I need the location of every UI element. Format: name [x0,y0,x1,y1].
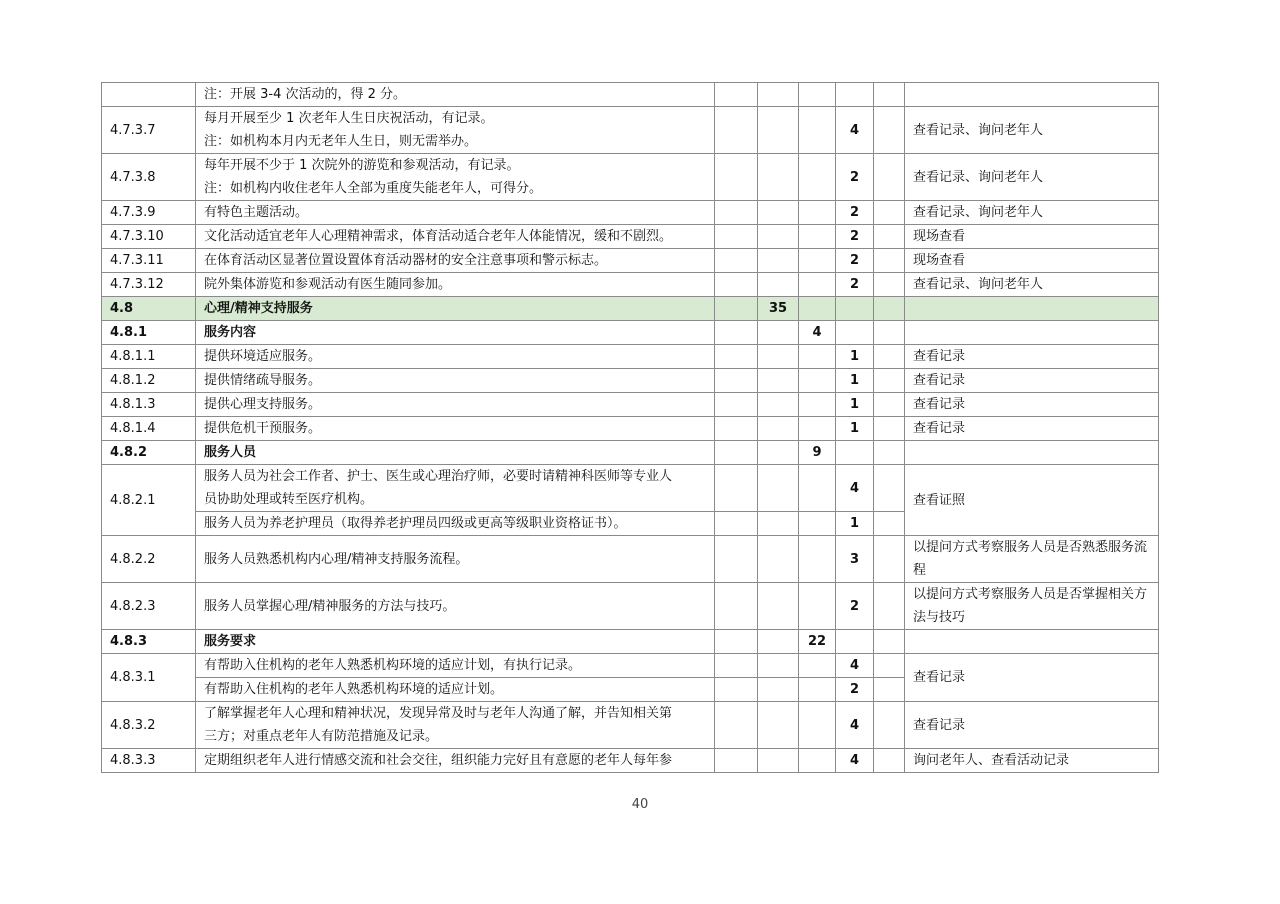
subsection-score: 4 [799,321,836,345]
item-description: 提供环境适应服务。 [196,345,715,369]
table-row [102,345,1159,369]
item-id: 4.8.3.1 [102,654,196,702]
item-id: 4.8.2.2 [102,536,196,583]
item-id: 4.8.1.2 [102,369,196,393]
table-row [102,273,1159,297]
item-id: 4.8.3.3 [102,749,196,773]
item-description: 服务人员为社会工作者、护士、医生或心理治疗师，必要时请精神科医师等专业人 员协助处理或转至医疗机构。 [196,465,715,512]
table-row [102,417,1159,441]
item-description: 每年开展不少于 1 次院外的游览和参观活动，有记录。 注：如机构内收住老年人全部为重度失能老年人，可得分。 [196,154,715,201]
table-row [102,583,1159,630]
item-description: 有帮助入住机构的老年人熟悉机构环境的适应计划。 [196,678,715,702]
item-score: 3 [836,536,874,583]
review-method: 查看记录、询问老年人 [905,107,1159,154]
review-method: 查看记录、询问老年人 [905,154,1159,201]
item-id: 4.8.2.3 [102,583,196,630]
table-row [102,154,1159,201]
subsection-id: 4.8.3 [102,630,196,654]
table-row [102,465,1159,512]
table-row [102,749,1159,773]
review-method: 查看记录 [905,417,1159,441]
table-row [102,536,1159,583]
review-method: 查看记录 [905,369,1159,393]
table-row [102,83,1159,107]
item-id: 4.8.2.1 [102,465,196,536]
item-score: 1 [836,345,874,369]
review-method [905,83,1159,107]
item-score: 2 [836,201,874,225]
item-score: 1 [836,512,874,536]
table-row [102,702,1159,749]
item-description: 注：开展 3-4 次活动的，得 2 分。 [196,83,715,107]
table-row [102,249,1159,273]
item-description: 提供心理支持服务。 [196,393,715,417]
review-method: 查看证照 [905,465,1159,536]
subsection-title: 服务要求 [196,630,715,654]
item-score: 4 [836,702,874,749]
subsection-row [102,321,1159,345]
item-description: 院外集体游览和参观活动有医生随同参加。 [196,273,715,297]
item-score: 4 [836,107,874,154]
item-id: 4.8.1.1 [102,345,196,369]
section-id: 4.8 [102,297,196,321]
review-method: 查看记录 [905,345,1159,369]
item-score: 1 [836,369,874,393]
table-row [102,225,1159,249]
subsection-row [102,630,1159,654]
subsection-title: 服务人员 [196,441,715,465]
review-method: 以提问方式考察服务人员是否掌握相关方法与技巧 [905,583,1159,630]
item-id: 4.7.3.8 [102,154,196,201]
item-score: 2 [836,249,874,273]
item-id: 4.7.3.11 [102,249,196,273]
item-id: 4.7.3.7 [102,107,196,154]
subsection-row [102,441,1159,465]
item-score: 4 [836,465,874,512]
section-score: 35 [758,297,799,321]
item-description: 有特色主题活动。 [196,201,715,225]
item-score: 4 [836,654,874,678]
item-description: 服务人员为养老护理员（取得养老护理员四级或更高等级职业资格证书）。 [196,512,715,536]
item-description: 有帮助入住机构的老年人熟悉机构环境的适应计划，有执行记录。 [196,654,715,678]
item-description: 文化活动适宜老年人心理精神需求，体育活动适合老年人体能情况，缓和不剧烈。 [196,225,715,249]
item-score: 1 [836,393,874,417]
item-description: 在体育活动区显著位置设置体育活动器材的安全注意事项和警示标志。 [196,249,715,273]
item-score: 2 [836,225,874,249]
table-row [102,654,1159,678]
subsection-title: 服务内容 [196,321,715,345]
item-id [102,83,196,107]
item-id: 4.7.3.9 [102,201,196,225]
item-score: 2 [836,273,874,297]
review-method: 以提问方式考察服务人员是否熟悉服务流程 [905,536,1159,583]
item-id: 4.7.3.10 [102,225,196,249]
subsection-score: 9 [799,441,836,465]
item-score: 2 [836,154,874,201]
item-description: 服务人员掌握心理/精神服务的方法与技巧。 [196,583,715,630]
item-score: 1 [836,417,874,441]
item-description: 提供危机干预服务。 [196,417,715,441]
review-method: 查看记录、询问老年人 [905,273,1159,297]
section-title: 心理/精神支持服务 [196,297,715,321]
item-description: 每月开展至少 1 次老年人生日庆祝活动，有记录。 注：如机构本月内无老年人生日，则无需举办。 [196,107,715,154]
item-score: 2 [836,583,874,630]
subsection-id: 4.8.1 [102,321,196,345]
item-description: 定期组织老年人进行情感交流和社会交往，组织能力完好且有意愿的老年人每年参 [196,749,715,773]
table-row [102,107,1159,154]
item-description: 提供情绪疏导服务。 [196,369,715,393]
item-description: 服务人员熟悉机构内心理/精神支持服务流程。 [196,536,715,583]
review-method: 现场查看 [905,249,1159,273]
item-description: 了解掌握老年人心理和精神状况，发现异常及时与老年人沟通了解，并告知相关第 三方；对重点老年人有防范措施及记录。 [196,702,715,749]
review-method: 查看记录 [905,702,1159,749]
section-header-row [102,297,1159,321]
review-method: 查看记录 [905,654,1159,702]
table-row [102,393,1159,417]
review-method: 查看记录、询问老年人 [905,201,1159,225]
subsection-id: 4.8.2 [102,441,196,465]
table-row [102,369,1159,393]
page-number: 40 [631,797,649,812]
item-id: 4.8.3.2 [102,702,196,749]
item-score: 4 [836,749,874,773]
review-method: 现场查看 [905,225,1159,249]
review-method: 查看记录 [905,393,1159,417]
item-id: 4.7.3.12 [102,273,196,297]
item-score: 2 [836,678,874,702]
review-method: 询问老年人、查看活动记录 [905,749,1159,773]
item-id: 4.8.1.4 [102,417,196,441]
subsection-score: 22 [799,630,836,654]
table-row [102,201,1159,225]
evaluation-table [101,82,1159,773]
item-id: 4.8.1.3 [102,393,196,417]
